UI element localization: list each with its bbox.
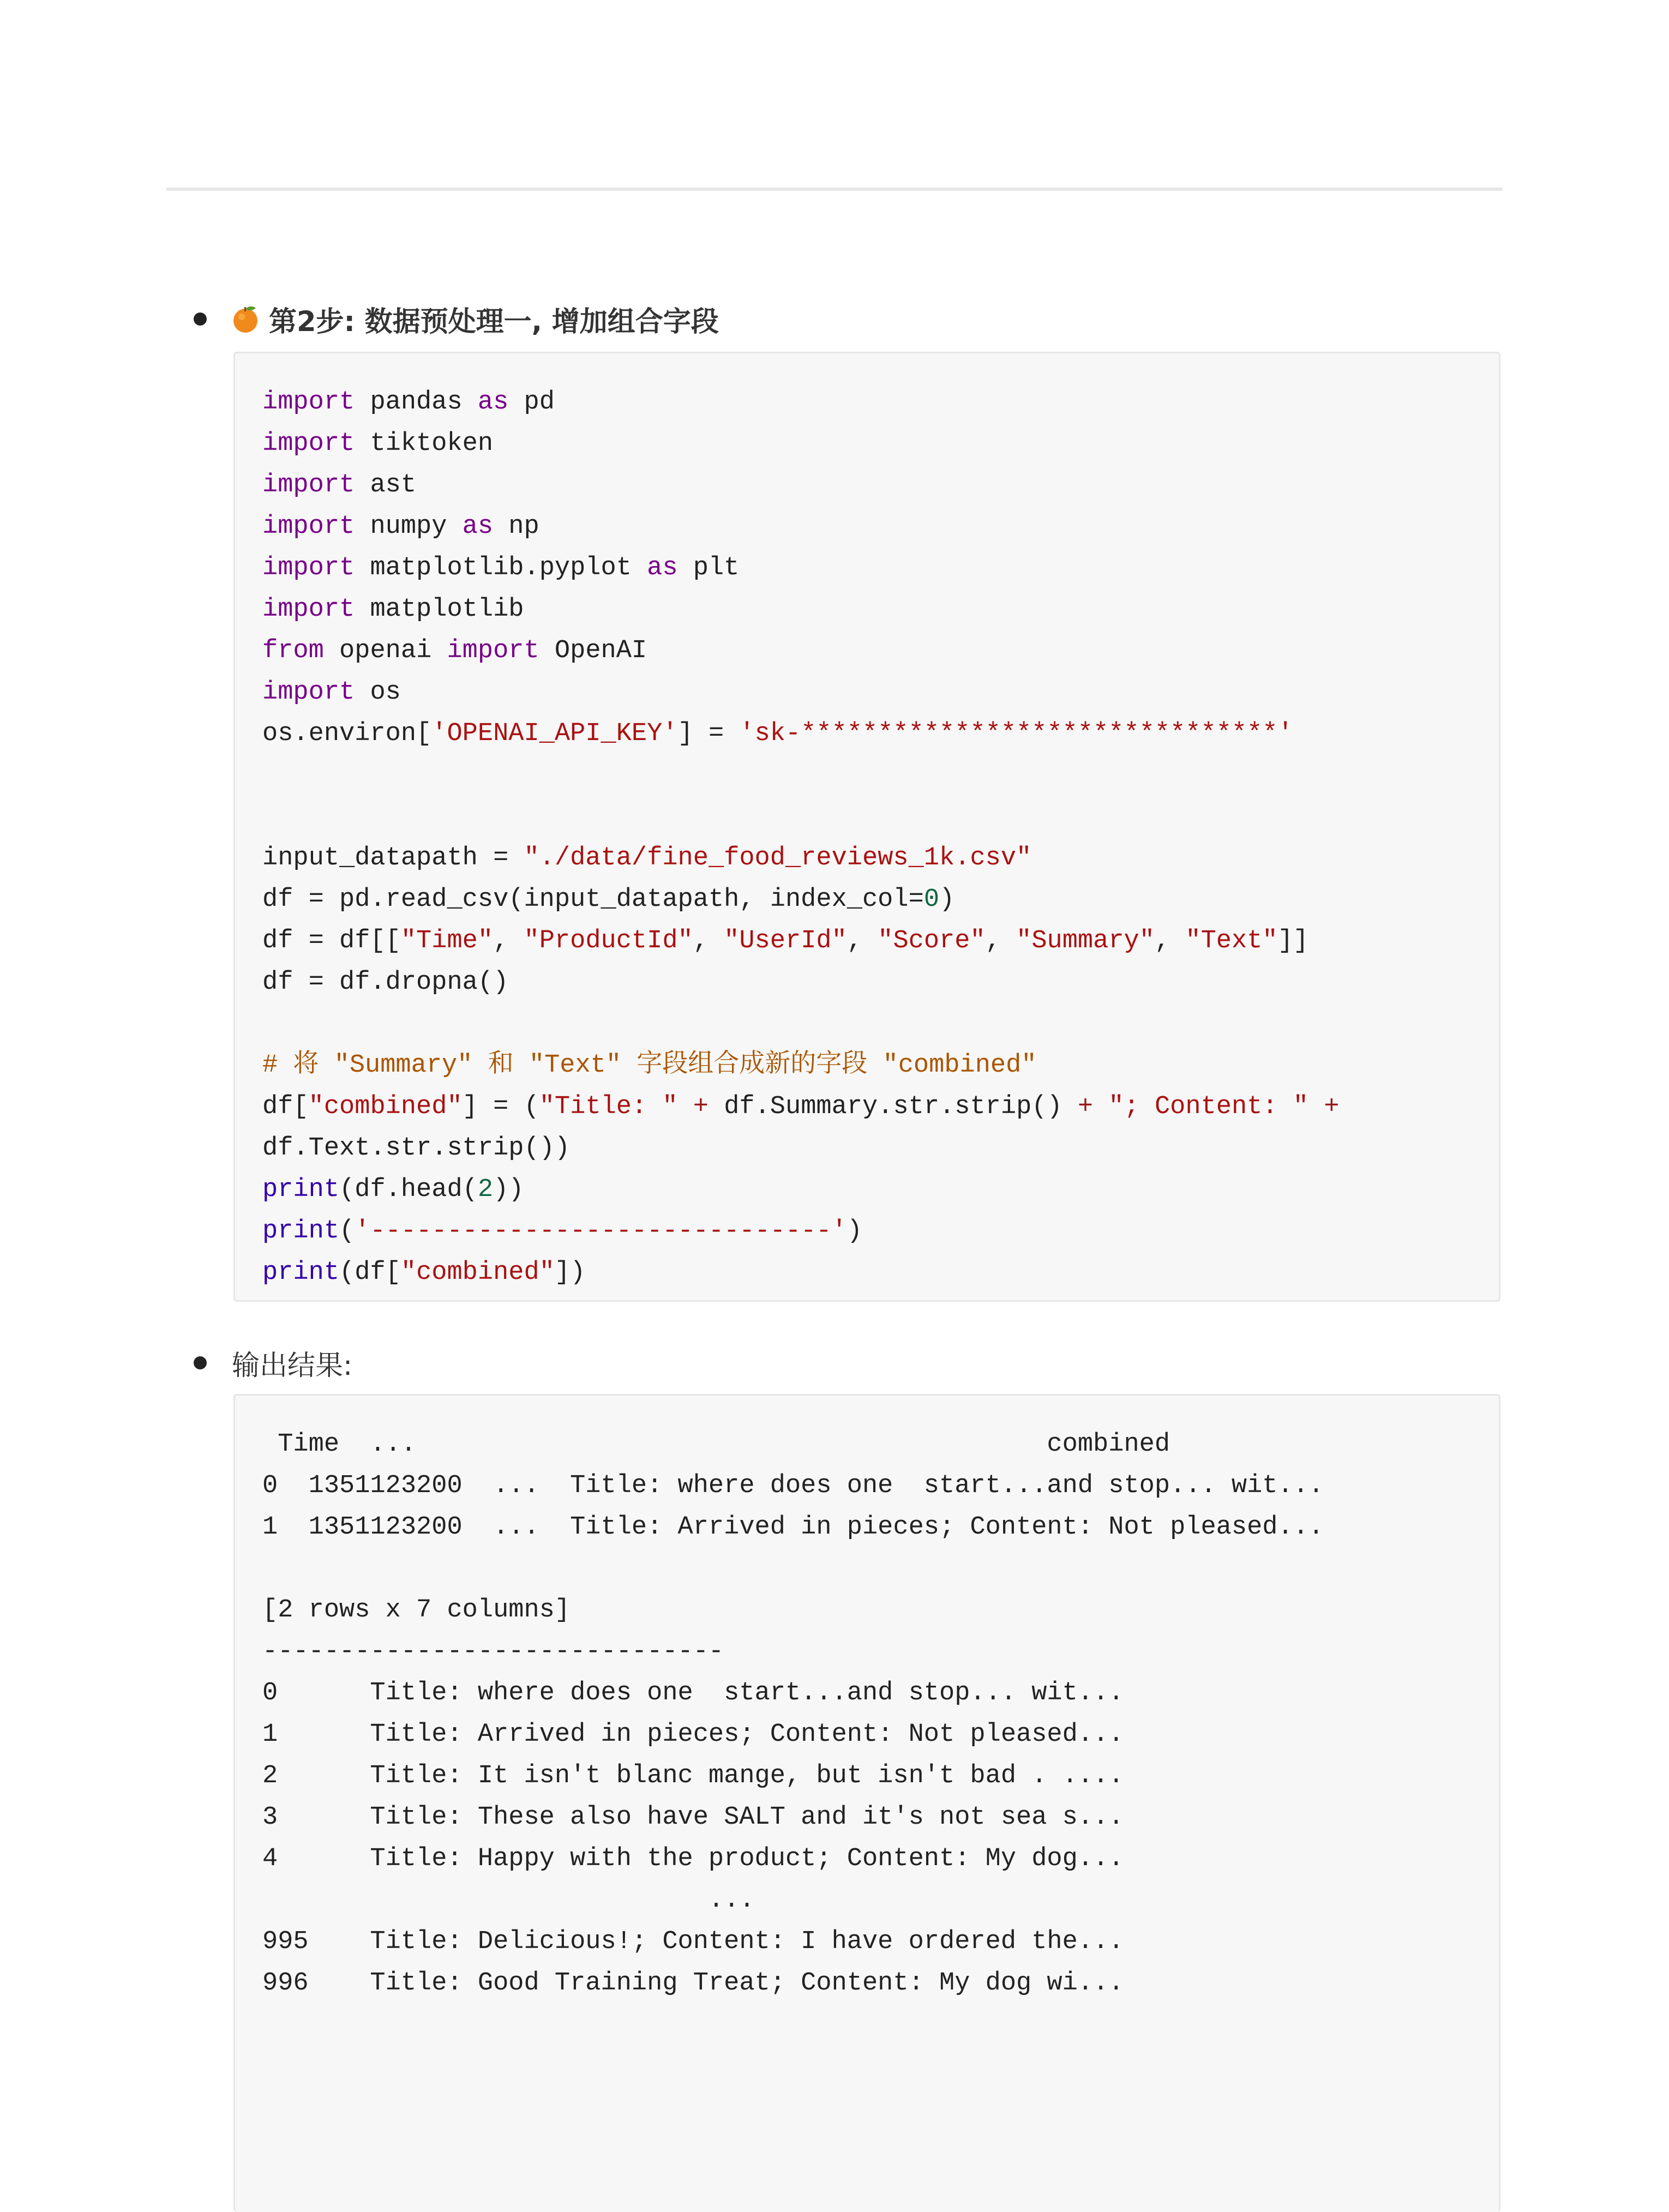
code-token: "./data/fine_food_reviews_1k.csv" <box>524 844 1032 873</box>
code-token: matplotlib.pyplot <box>355 554 647 582</box>
code-line <box>262 382 1339 423</box>
output-line <box>262 1548 1324 1590</box>
code-token: df[ <box>262 1092 309 1121</box>
output-list-item <box>194 1343 352 1383</box>
code-line <box>262 1169 1339 1211</box>
horizontal-rule <box>166 188 1503 191</box>
code-token: import <box>262 429 355 458</box>
step-heading <box>232 299 719 339</box>
code-token: df.Summary.str.strip() <box>708 1092 1078 1121</box>
code-token: + <box>693 1092 709 1121</box>
code-token: "Score" <box>878 927 986 955</box>
output-line: 4 Title: Happy with the product; Content: My dog... <box>262 1844 1124 1873</box>
code-line <box>262 755 1339 796</box>
code-token: numpy <box>355 512 463 541</box>
code-token: , <box>693 927 724 955</box>
output-line: ... <box>262 1886 755 1915</box>
code-line <box>262 1128 1339 1169</box>
output-line: 2 Title: It isn't blanc mange, but isn't bad . .... <box>262 1762 1124 1790</box>
code-token: + <box>1077 1092 1094 1121</box>
code-token: 0 <box>923 885 940 914</box>
code-line <box>262 879 1339 921</box>
code-token: , <box>493 927 524 955</box>
output-line: 1 1351123200 ... Title: Arrived in pieces; Content: Not pleased... <box>262 1513 1324 1542</box>
code-token: '------------------------------' <box>355 1217 847 1246</box>
code-line <box>262 1045 1339 1086</box>
code-token: import <box>447 636 539 665</box>
code-token: "UserId" <box>724 927 847 955</box>
code-line <box>262 1211 1339 1252</box>
code-token: ]) <box>554 1258 586 1287</box>
code-line <box>262 713 1339 755</box>
code-token: df = df.dropna() <box>262 968 509 997</box>
code-token: as <box>477 388 509 417</box>
code-token: , <box>1154 927 1186 955</box>
output-label: 输出结果: <box>232 1350 353 1382</box>
code-token: import <box>262 678 355 707</box>
code-line <box>262 589 1339 630</box>
code-token: ]] <box>1277 927 1309 955</box>
code-token: ] = ( <box>462 1092 539 1121</box>
code-token: "; Content: " <box>1108 1092 1309 1121</box>
code-token: "Summary" <box>1016 927 1155 955</box>
code-token: import <box>262 388 355 417</box>
code-token: as <box>647 554 678 582</box>
code-token: "ProductId" <box>524 927 693 955</box>
code-token: import <box>262 595 355 624</box>
code-content[interactable] <box>262 382 1339 1294</box>
code-token <box>1093 1092 1108 1121</box>
code-token: "Time" <box>400 927 494 955</box>
code-token: "Title: " <box>539 1092 678 1121</box>
bullet-dot <box>194 1356 207 1369</box>
code-token: 'OPENAI_API_KEY' <box>431 719 678 748</box>
orange-fruit-icon <box>232 305 259 333</box>
code-token: , <box>846 927 878 955</box>
code-token: "combined" <box>400 1258 555 1287</box>
code-token: plt <box>677 554 740 582</box>
code-block[interactable] <box>233 352 1500 1302</box>
code-token: ( <box>339 1217 355 1246</box>
output-line: 0 1351123200 ... Title: where does one start...and stop... wit... <box>262 1471 1324 1500</box>
code-token: , <box>985 927 1017 955</box>
output-line: ------------------------------ <box>262 1637 724 1666</box>
code-line <box>262 838 1339 879</box>
code-line <box>262 962 1339 1003</box>
step-title: 第2步: 数据预处理一, 增加组合字段 <box>269 306 719 338</box>
code-token: np <box>493 512 539 541</box>
output-line: 995 Title: Delicious!; Content: I have ordered the... <box>262 1927 1124 1956</box>
code-line <box>262 548 1339 589</box>
code-token: print <box>262 1258 340 1287</box>
output-content[interactable] <box>262 1424 1324 2004</box>
step-list-item <box>194 299 719 339</box>
code-token: (df.head( <box>339 1175 478 1204</box>
code-token: os.environ[ <box>262 719 432 748</box>
code-token: + <box>1324 1092 1340 1121</box>
code-token: )) <box>493 1175 524 1204</box>
code-token: 'sk-*******************************' <box>739 719 1293 748</box>
output-line: 3 Title: These also have SALT and it's not sea s... <box>262 1803 1124 1832</box>
code-token <box>1308 1092 1324 1121</box>
code-token: from <box>262 636 324 665</box>
code-token: ) <box>939 885 955 914</box>
output-line: Time ... combined <box>262 1430 1170 1459</box>
code-token: import <box>262 554 355 582</box>
code-token: "combined" <box>308 1092 463 1121</box>
code-token: import <box>262 512 355 541</box>
code-token: df.Text.str.strip()) <box>262 1134 571 1163</box>
code-token: tiktoken <box>355 429 494 458</box>
code-token: df = df[[ <box>262 927 401 955</box>
code-token: as <box>462 512 494 541</box>
code-token: 2 <box>477 1175 494 1204</box>
output-block[interactable] <box>233 1394 1500 2212</box>
code-token: df = pd.read_csv(input_datapath, index_col= <box>262 885 924 914</box>
code-token: # 将 "Summary" 和 "Text" 字段组合成新的字段 "combined" <box>262 1051 1037 1080</box>
code-token: os <box>355 678 401 707</box>
code-token: openai <box>323 636 447 665</box>
bullet-dot <box>194 312 207 326</box>
code-token: ] = <box>677 719 740 748</box>
code-token: pd <box>508 388 555 417</box>
code-token <box>678 1092 693 1121</box>
output-line: 996 Title: Good Training Treat; Content: My dog wi... <box>262 1969 1124 1998</box>
code-token: pandas <box>355 388 478 417</box>
output-line: 0 Title: where does one start...and stop... wit... <box>262 1679 1124 1708</box>
code-line <box>262 1086 1339 1128</box>
code-line <box>262 921 1339 962</box>
code-token: ) <box>846 1217 863 1246</box>
code-line <box>262 506 1339 548</box>
code-line <box>262 423 1339 465</box>
code-token: OpenAI <box>539 636 647 665</box>
code-token: import <box>262 471 355 500</box>
code-token: print <box>262 1175 340 1204</box>
code-token: "Text" <box>1185 927 1278 955</box>
code-token: ast <box>355 471 417 500</box>
code-token: matplotlib <box>355 595 524 624</box>
code-line <box>262 630 1339 672</box>
code-line <box>262 672 1339 713</box>
code-token: print <box>262 1217 340 1246</box>
output-line: [2 rows x 7 columns] <box>262 1596 571 1625</box>
code-line <box>262 1252 1339 1294</box>
code-token: (df[ <box>339 1258 401 1287</box>
code-line <box>262 465 1339 506</box>
code-line <box>262 1003 1339 1045</box>
code-token: input_datapath = <box>262 844 524 873</box>
output-line: 1 Title: Arrived in pieces; Content: Not pleased... <box>262 1720 1124 1749</box>
code-line <box>262 796 1339 838</box>
